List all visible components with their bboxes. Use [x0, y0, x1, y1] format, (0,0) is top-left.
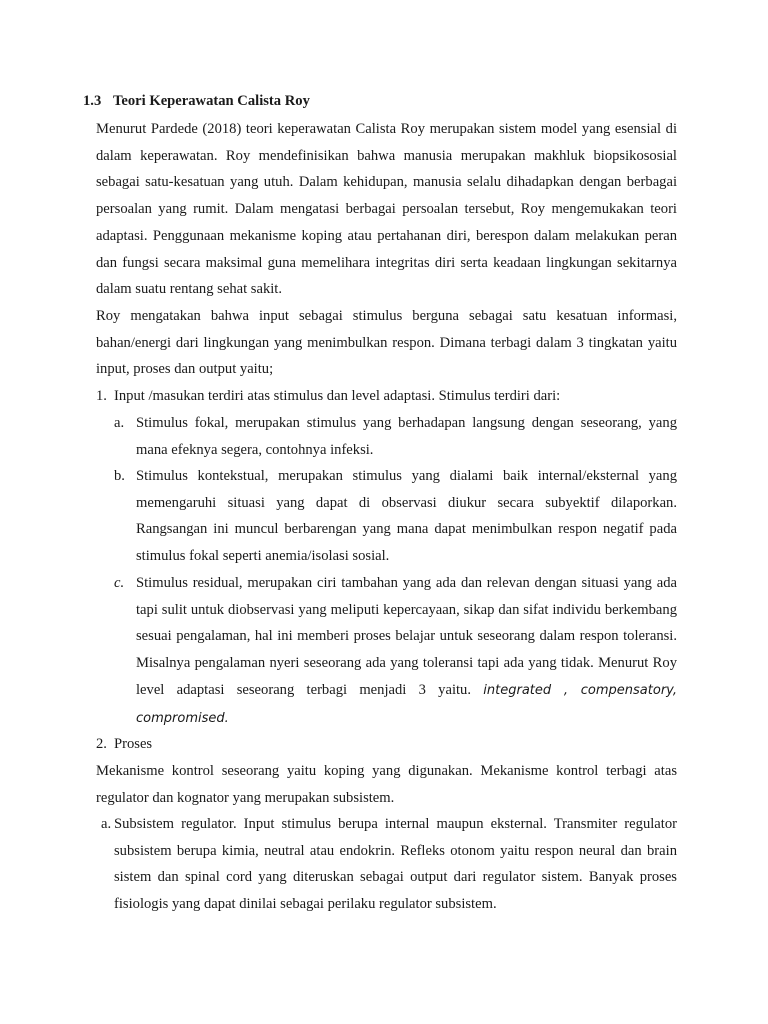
list-item-1-marker: 1.: [96, 388, 107, 404]
section-heading: [83, 93, 310, 110]
mechanism-paragraph: Mekanisme kontrol seseorang yaitu koping yang digunakan. Mekanisme kontrol terbagi atas regulator dan kognator yang merupakan subsistem.: [96, 763, 677, 806]
regulator-item-marker: a.: [101, 816, 112, 832]
input-intro-paragraph: Roy mengatakan bahwa input sebagai stimulus berguna sebagai satu kesatuan informasi, bahan/energi dari lingkungan yang menimbulkan respon. Dimana terbagi dalam 3 tingkatan yaitu input, proses dan output yaitu;: [96, 308, 677, 378]
regulator-item-text: Subsistem regulator. Input stimulus berupa internal maupun eksternal. Transmiter regulator subsistem berupa kimia, neutral atau endokrin. Refleks otonom yaitu respon neural dan brain sistem dan spinal cord yang diteruskan sebagai output dari regulator sistem. Banyak proses fisiologis yang dapat dinilai sebagai perilaku regulator subsistem.: [114, 816, 677, 913]
list-item-2-text: Proses: [114, 736, 153, 752]
sub-item-a-text: Stimulus fokal, merupakan stimulus yang berhadapan langsung dengan seseorang, yang mana efeknya segera, contohnya infeksi.: [136, 415, 677, 458]
sub-item-c-body: [136, 570, 677, 732]
list-item-2-marker: 2.: [96, 736, 107, 752]
sub-item-b-text: Stimulus kontekstual, merupakan stimulus yang dialami baik internal/eksternal yang memengaruhi situasi yang dapat di observasi diukur secara subyektif dilaporkan. Rangsangan ini muncul berbarengan yang mana dapat menimbulkan respon negatif pada stimulus fokal seperti anemia/isolasi sosial.: [136, 468, 677, 565]
section-title: Teori Keperawatan Calista Roy: [113, 93, 310, 109]
sub-item-c-text: Stimulus residual, merupakan ciri tambahan yang ada dan relevan dengan situasi yang ada tapi sulit untuk diobservasi yang meliputi kepercayaan, sikap dan sifat individu berkembang sesuai pengalaman, hal ini memberi proses belajar untuk seseorang dalam respon toleransi. Misalnya pengalaman nyeri seseorang ada yang toleransi tapi ada yang tidak. Menurut Roy level adaptasi seseorang terbagi menjadi 3 yaitu.: [136, 575, 677, 698]
sub-item-a-marker: a.: [114, 415, 125, 431]
adaptation-levels-emphasis: integrated , compensatory, compromised.: [136, 682, 677, 726]
sub-item-c-marker: c.: [114, 575, 125, 591]
list-item-1-text: Input /masukan terdiri atas stimulus dan level adaptasi. Stimulus terdiri dari:: [114, 388, 561, 404]
section-number: 1.3: [83, 93, 102, 109]
intro-paragraph: Menurut Pardede (2018) teori keperawatan Calista Roy merupakan sistem model yang esensial di dalam keperawatan. Roy mendefinisikan bahwa manusia merupakan makhluk biopsikososial sebagai satu-kesatuan yang utuh. Dalam kehidupan, manusia selalu dihadapkan dengan berbagai persoalan yang rumit. Dalam mengatasi berbagai persoalan tersebut, Roy mengemukakan teori adaptasi. Penggunaan mekanisme koping atau pertahanan diri, berespon dalam melakukan peran dan fungsi secara maksimal guna memelihara integritas diri serta keadaan lingkungan sekitarnya dalam suatu rentang sehat sakit.: [96, 121, 677, 298]
sub-item-b-marker: b.: [114, 468, 125, 484]
